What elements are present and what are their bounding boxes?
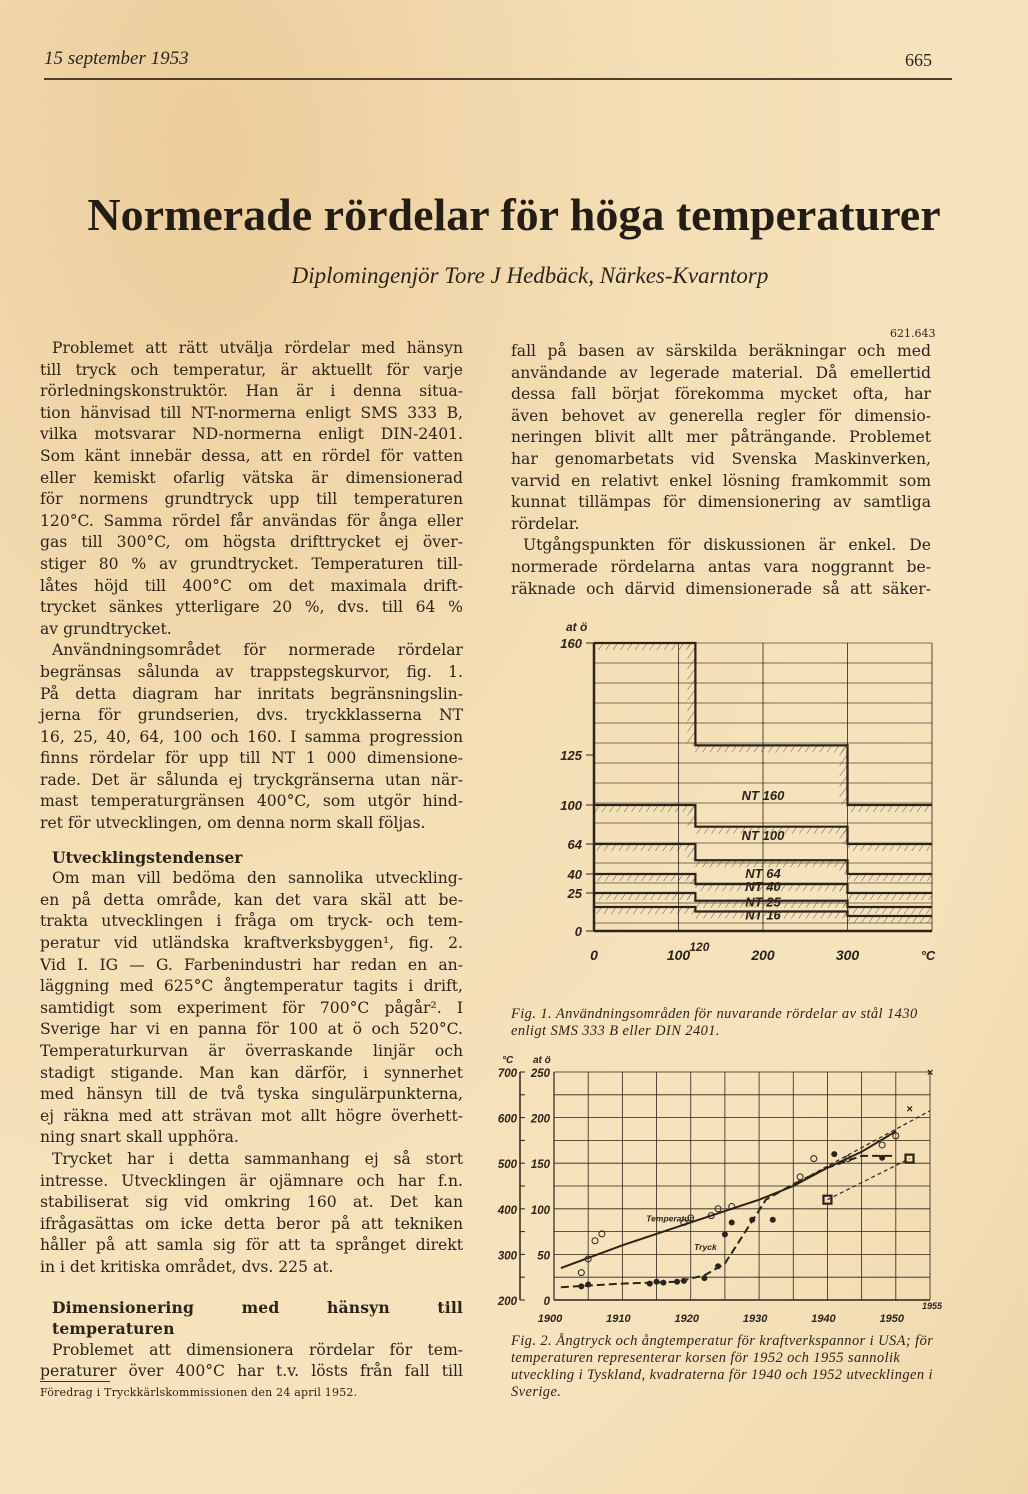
text-line: låtes höjd till 400°C om det maximala drift-	[40, 576, 463, 595]
text-line: neringen blivit allt mer påträngande. Problemet	[511, 428, 931, 447]
text-line: stadigt stigande. Man kan därför, i synnerhet	[40, 1063, 463, 1082]
temperature-point	[592, 1238, 598, 1244]
paragraph	[40, 640, 463, 834]
series-label: NT 40	[745, 879, 781, 895]
fig1-caption: Fig. 1. Användningsområden för nuvarande rördelar av stål 1430 enligt SMS 333 B eller DIN 2401.	[511, 1006, 918, 1039]
text-line: Problemet att dimensionera rördelar för tem-	[52, 1340, 463, 1359]
paragraph	[40, 338, 463, 640]
hatch-band	[840, 860, 848, 874]
pressure-tick-label: 50	[537, 1250, 550, 1263]
text-line: peraturer över 400°C har t.v. lösts från fall till	[40, 1362, 463, 1381]
text-line: normerade rördelarna antas vara noggrannt be-	[511, 557, 931, 576]
text-line: rade. Det är sålunda ej tryckgränserna utan när-	[40, 770, 463, 789]
text-line: har genomarbetats vid Svenska Maskinverken,	[511, 449, 931, 468]
x-tick-label: 0	[590, 947, 598, 963]
pressure-point	[729, 1219, 735, 1225]
text-line: räknade och därvid dimensionerade så att säker-	[511, 579, 931, 598]
right-column	[511, 341, 931, 600]
fig2-chart	[490, 1050, 950, 1330]
text-line: ret för utvecklingen, om denna norm skall följas.	[40, 814, 426, 833]
series-label: NT 160	[741, 788, 785, 803]
y-tick-label: 64	[567, 837, 582, 852]
text-line: en på detta område, kan det vara skäl att be-	[40, 890, 463, 909]
text-line: 120°C. Samma rördel får användas för ånga eller	[40, 511, 463, 530]
text-line: Användningsområdet för normerade rördelar	[52, 641, 463, 660]
hatch-band	[840, 745, 848, 805]
x-tick-label: 1900	[537, 1313, 563, 1325]
section-heading: Dimensionering med hänsyn till temperaturen	[52, 1297, 463, 1339]
temperature-tick-label: 600	[497, 1113, 517, 1126]
x-tick-label: 1920	[674, 1313, 699, 1325]
text-line: fall på basen av särskilda beräkningar och med	[511, 342, 931, 360]
hatch-band	[687, 893, 695, 901]
text-line: jerna för grundserien, dvs. tryckklasserna NT	[40, 706, 463, 725]
temperature-tick-label: 400	[497, 1204, 517, 1217]
header-rule	[44, 78, 952, 80]
text-line: Vid I. IG — G. Farbenindustri har redan en an-	[40, 955, 463, 974]
temperature-tick-label: 700	[497, 1068, 517, 1080]
x-tick-label: 1910	[606, 1313, 631, 1325]
text-line: Problemet att rätt utvälja rördelar med hänsyn	[52, 339, 463, 357]
x-tick-label: 100	[666, 947, 691, 963]
pressure-axis-label: at ö	[533, 1055, 551, 1066]
series-label: NT 16	[745, 907, 781, 923]
paragraph	[40, 868, 463, 1149]
text-line: Som känt innebär dessa, att en rördel för vatten	[40, 446, 463, 465]
series-label: NT 25	[745, 894, 781, 910]
text-line: stiger 80 % av grundtrycket. Temperaturen till-	[40, 554, 463, 573]
y-tick-label: 25	[567, 886, 582, 901]
curve-label-tryck: Tryck	[694, 1241, 717, 1252]
text-line: Temperaturkurvan är överraskande linjär och	[40, 1042, 463, 1060]
text-line: rörledningskonstruktör. Han är i denna situa-	[40, 382, 463, 401]
text-line: trakta utvecklingen i fråga om tryck- och tem-	[40, 912, 463, 931]
temperature-point	[578, 1270, 584, 1276]
text-line: rördelar.	[511, 514, 580, 533]
paragraph	[40, 1149, 463, 1279]
hatch-band	[840, 827, 848, 844]
text-line: in i det kritiska området, dvs. 225 at.	[40, 1257, 334, 1276]
hatch-band	[687, 874, 695, 884]
text-line: På detta diagram har inritats begränsningslin-	[40, 684, 463, 703]
text-line: 16, 25, 40, 64, 100 och 160. I samma progression	[40, 727, 463, 746]
header-date: 15 september 1953	[44, 48, 189, 69]
hatch-band	[687, 805, 695, 827]
pressure-tick-label: 200	[530, 1113, 550, 1126]
temperature-trend-line	[561, 1131, 896, 1268]
y-tick-label: 100	[560, 798, 582, 813]
article-title: Normerade rördelar för höga temperaturer	[87, 189, 941, 240]
pressure-point	[831, 1151, 837, 1157]
udc-code: 621.643	[890, 327, 936, 340]
text-line: Trycket har i detta sammanhang ej så stort	[52, 1149, 463, 1168]
hatch-band	[840, 884, 848, 893]
temperature-point	[879, 1142, 885, 1148]
x-tick-label: 200	[751, 947, 775, 963]
pressure-point	[722, 1231, 728, 1237]
paragraph	[511, 535, 931, 600]
germany-cross-point: ×	[906, 1103, 913, 1116]
left-column	[40, 338, 463, 1383]
temperature-tick-label: 200	[497, 1296, 517, 1308]
text-line: ifrågasättas om icke detta beror på att tekniken	[40, 1214, 463, 1233]
pressure-point	[770, 1217, 776, 1223]
y-tick-label: 125	[560, 748, 582, 763]
text-line: Sverige har vi en panna för 100 at ö och 520°C.	[40, 1020, 463, 1039]
text-line: med hänsyn till de två tyska singulärpunkterna,	[40, 1085, 463, 1104]
text-line: finns rördelar för upp till NT 1 000 dimensione-	[40, 749, 463, 768]
sweden-trend-line	[827, 1159, 909, 1200]
x-tick-label: 1950	[879, 1313, 905, 1325]
footnote: Föredrag i Tryckkärlskommissionen den 24 april 1952.	[40, 1386, 358, 1399]
extrapolation-line	[786, 1111, 930, 1189]
text-line: läggning med 625°C ångtemperatur tagits i drift,	[40, 977, 463, 996]
text-line: varvid en relativt enkel lösning framkommit som	[511, 471, 931, 490]
text-line: även behovet av generella regler för dimensio-	[511, 406, 931, 425]
series-label: NT 64	[745, 866, 781, 881]
temperature-axis-label: °C	[502, 1055, 514, 1066]
text-line: till tryck och temperatur, är aktuellt för varje	[40, 360, 463, 379]
pressure-tick-label: 150	[530, 1159, 550, 1172]
pressure-tick-label: 0	[543, 1296, 550, 1308]
germany-cross-point: ×	[926, 1067, 934, 1079]
temperature-tick-label: 500	[497, 1159, 517, 1172]
text-line: dessa fall börjat förekomma mycket ofta, har	[511, 385, 931, 404]
text-line: begränsas sålunda av trappstegskurvor, fig. 1.	[40, 662, 463, 681]
temperature-point	[811, 1156, 817, 1162]
hatch-band	[687, 844, 695, 860]
paragraph	[511, 341, 931, 535]
text-line: vilka motsvarar ND-normerna enligt DIN-2401.	[40, 425, 463, 444]
text-line: mast temperaturgränsen 400°C, som utgör hind-	[40, 792, 463, 811]
x-tick-label: 1955	[921, 1301, 943, 1311]
text-line: tion hänvisad till NT-normerna enligt SMS 333 B,	[40, 403, 463, 422]
text-line: intresse. Utvecklingen är ojämnare och har f.n.	[40, 1171, 463, 1190]
text-line: av grundtrycket.	[40, 619, 172, 638]
text-line: ej räkna med att strävan mot allt högre överhett-	[40, 1106, 463, 1125]
x-tick-label: 1930	[742, 1313, 768, 1325]
text-line: samtidigt som experiment för 700°C pågår². I	[40, 998, 463, 1017]
text-line: för normens grundtryck upp till temperaturen	[40, 490, 463, 509]
text-line: Utgångspunkten för diskussionen är enkel. De	[523, 536, 931, 555]
x-tick-label: 300	[835, 947, 860, 963]
text-line: användande av legerade material. Då emellertid	[511, 363, 931, 382]
pressure-trend-line	[561, 1156, 896, 1287]
text-line: eller kemiskt ofarlig vätska är dimensionerad	[40, 468, 463, 487]
x-tick-label: 1940	[811, 1313, 836, 1325]
page-number: 665	[905, 50, 932, 70]
x-tick-label: 120	[689, 940, 710, 954]
text-line: kunnat tillämpas för dimensionering av samtliga	[511, 493, 931, 512]
text-line: gas till 300°C, om högsta drifttrycket ej över-	[40, 533, 463, 552]
y-axis-label: at ö	[566, 620, 588, 634]
article-byline: Diplomingenjör Tore J Hedbäck, Närkes-Kvarntorp	[291, 263, 769, 288]
curve-label-temperatur: Temperatur	[646, 1213, 693, 1224]
fig1-chart	[520, 615, 940, 1000]
y-tick-label: 40	[567, 867, 582, 882]
text-line: håller på att samla sig för att ta språnget direkt	[40, 1236, 463, 1255]
text-line: peratur vid utländska kraftverksbyggen¹, fig. 2.	[40, 934, 463, 953]
temperature-tick-label: 300	[497, 1250, 517, 1263]
pressure-tick-label: 250	[530, 1068, 550, 1080]
text-line: stabiliserat sig vid omkring 160 at. Det kan	[40, 1193, 463, 1212]
hatch-band	[687, 643, 695, 745]
text-line: trycket sänkes ytterligare 20 %, dvs. till 64 %	[40, 598, 463, 617]
text-line: Om man vill bedöma den sannolika utveckling-	[52, 869, 463, 888]
x-axis-unit: °C	[920, 948, 936, 963]
section-heading: Utvecklingstendenser	[52, 847, 243, 867]
pressure-tick-label: 100	[530, 1204, 550, 1217]
paragraph	[40, 1340, 463, 1383]
y-tick-label: 160	[560, 636, 582, 651]
y-tick-label: 0	[574, 924, 582, 939]
series-label: NT 100	[741, 828, 785, 843]
temperature-point	[797, 1174, 803, 1180]
fig2-caption: Fig. 2. Ångtryck och ångtemperatur för kraftverkspannor i USA; för temperaturen representerar korsen för 1952 och 1955 sannolik utveckling i Tyskland, kvadraterna för 1940 och 1952 utvecklingen i Sverige.	[511, 1333, 934, 1400]
footnote-rule	[40, 1381, 110, 1382]
text-line: ning snart skall upphöra.	[40, 1128, 239, 1147]
